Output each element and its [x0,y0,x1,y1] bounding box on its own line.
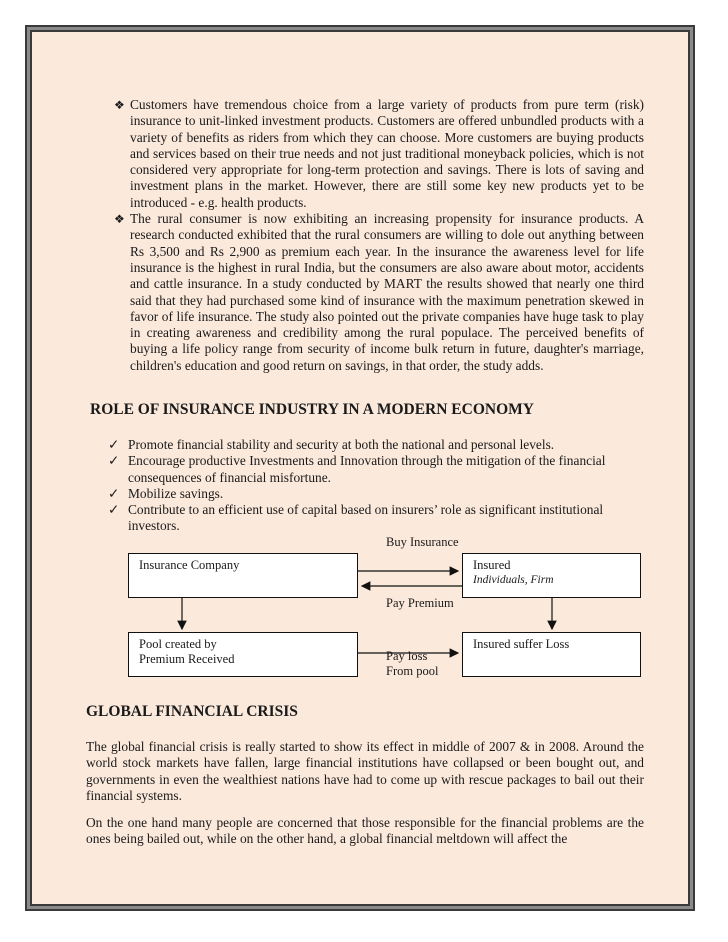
intro-bullet-text: The rural consumer is now exhibiting an increasing propensity for insurance products. A research conducted exhibited that the rural consumers are willing to dole out anything between Rs 3,500 and Rs 2,900 as premium each year. In the insurance the awareness level for life insurance is the highest in rural India, but the consumers are also aware about motor, accidents and cattle insurance. In a study conducted by MART the results showed that nearly one third said that they had purchased some kind of insurance with the maximum penetration skewed in favor of life insurance. The study also pointed out the private companies have huge task to play in creating awareness and credibility among the rural populace. The perceived benefits of buying a life policy range from security of income bulk return in future, daughter's marriage, children's education and good return on savings, in that order, the study adds. [130,211,644,373]
checkmark-icon: ✓ [108,453,120,469]
checkmark-icon: ✓ [108,485,120,501]
buy-insurance-label: Buy Insurance [386,535,459,549]
role-list-item-text: Mobilize savings. [128,485,224,501]
role-list-item-text: Promote financial stability and security at both the national and personal levels. [128,437,555,452]
diamond-bullet-icon: ❖ [114,98,125,112]
insured-label: Insured [473,558,511,572]
checkmark-icon: ✓ [108,502,120,518]
insured-loss-label: Insured suffer Loss [473,637,570,651]
crisis-paragraph: On the one hand many people are concerned that those responsible for the financial problems are the ones being bailed out, while on the other hand, a global financial meltdown will affect the [86,815,644,847]
pay-loss-line1: Pay loss [386,649,428,663]
role-heading: ROLE OF INSURANCE INDUSTRY IN A MODERN ECONOMY [90,401,534,418]
crisis-heading: GLOBAL FINANCIAL CRISIS [86,703,298,720]
insurance-company-label: Insurance Company [139,558,240,572]
pool-label-line1: Pool created by [139,637,217,651]
intro-bullet-text: Customers have tremendous choice from a large variety of products from pure term (risk) insurance to unit-linked investment products. Customers are offered unbundled products with a variety of benefits as riders from which they can choose. More customers are buying products and services based on their true needs and not just traditional moneyback policies, which is not considered very appropriate for long-term protection and savings. There is lots of saving and investment plans in the market. However, there are still some key new products yet to be introduced - e.g. health products. [130,97,644,210]
role-list-item-text: Contribute to an efficient use of capital based on insurers’ role as significant institutional investors. [128,502,604,534]
insured-sub-label: Individuals, Firm [473,574,554,586]
pay-loss-line2: From pool [386,664,439,678]
pool-label-line2: Premium Received [139,652,235,666]
checkmark-icon: ✓ [108,437,120,452]
role-list-item-text: Encourage productive Investments and Innovation through the mitigation of the financial consequences of financial misfortune. [128,453,606,485]
diamond-bullet-icon: ❖ [114,212,125,227]
pay-premium-label: Pay Premium [386,596,454,610]
crisis-paragraph: The global financial crisis is really started to show its effect in middle of 2007 & in 2008. Around the world stock markets have fallen, large financial institutions have collapsed or been bought out, and governments in even the wealthiest nations have had to come up with rescue packages to bail out their financial systems. [86,739,644,803]
